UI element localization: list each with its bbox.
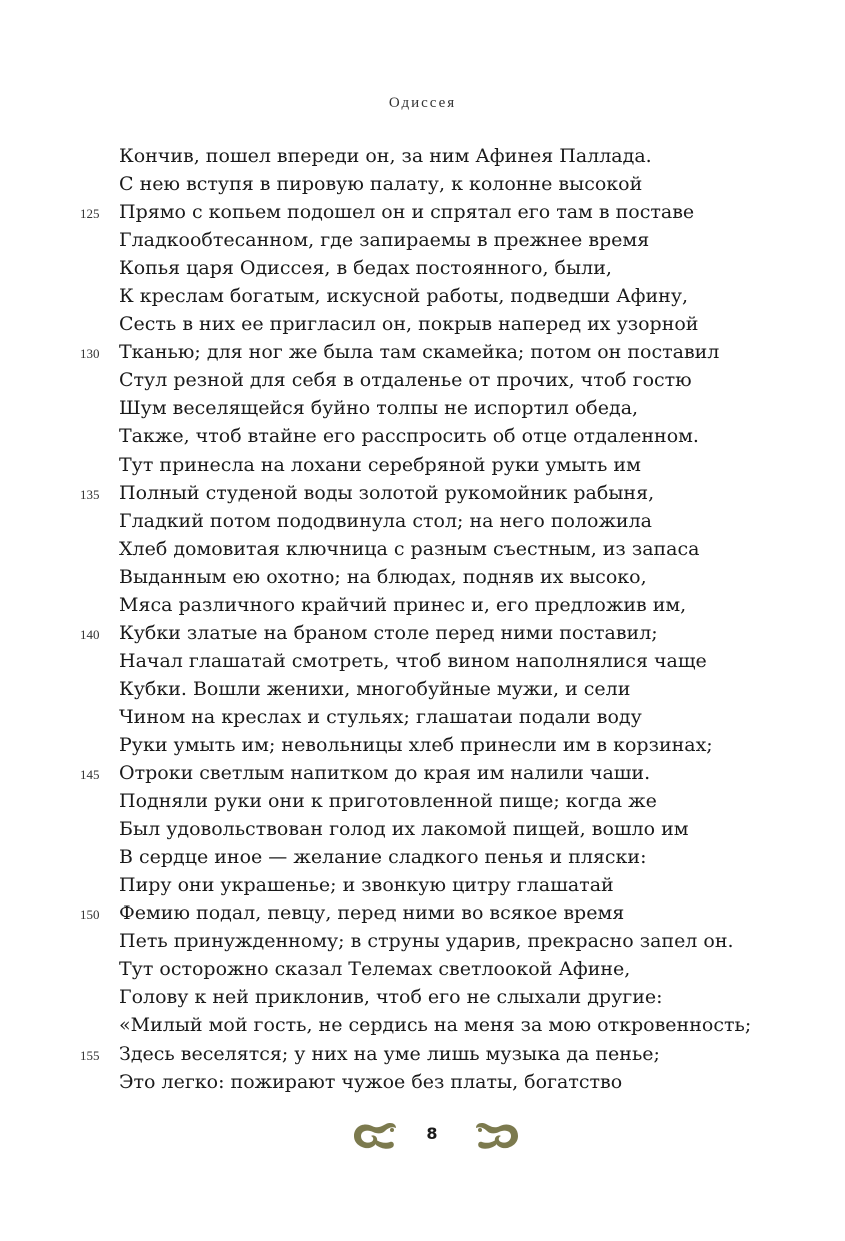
- verse-line: [0, 1068, 845, 1096]
- verse-text: Петь принужденному; в струны ударив, прекрасно запел он.: [119, 930, 734, 953]
- verse-line: [0, 647, 845, 675]
- verse-text: Стул резной для себя в отдаленье от прочих, чтоб гостю: [119, 369, 692, 392]
- verse-text: Голову к ней приклонив, чтоб его не слыхали другие:: [119, 986, 663, 1009]
- line-number: 130: [80, 346, 100, 362]
- verse-text: Тканью; для ног же была там скамейка; потом он поставил: [119, 341, 720, 364]
- verse-line: [0, 535, 845, 563]
- verse-text: Прямо с копьем подошел он и спрятал его там в поставе: [119, 201, 695, 224]
- verse-line: [0, 675, 845, 703]
- verse-line: [0, 591, 845, 619]
- verse-line: [0, 170, 845, 198]
- verse-text: Здесь веселятся; у них на уме лишь музыка да пенье;: [119, 1042, 660, 1065]
- verse-line: [0, 955, 845, 983]
- page-number: 8: [426, 1124, 438, 1143]
- verse-line: [0, 871, 845, 899]
- verse-text: Шум веселящейся буйно толпы не испортил обеда,: [119, 397, 639, 420]
- verse-text: Чином на креслах и стульях; глашатаи подали воду: [119, 705, 642, 728]
- verse-text: Отроки светлым напитком до края им налили чаши.: [119, 762, 651, 785]
- scroll-ornament-right-icon: [474, 1120, 520, 1152]
- verse-text: С нею вступя в пировую палату, к колонне высокой: [119, 173, 643, 196]
- verse-text: Был удовольствован голод их лакомой пищей, вошло им: [119, 818, 689, 841]
- verse-line: [0, 787, 845, 815]
- verse-text: К креслам богатым, искусной работы, подведши Афину,: [119, 285, 689, 308]
- verse-line: [0, 703, 845, 731]
- scroll-ornament-left-icon: [352, 1120, 398, 1152]
- verse-text: Гладкий потом пододвинула стол; на него положила: [119, 509, 652, 532]
- verse-text: Хлеб домовитая ключница с разным съестным, из запаса: [119, 537, 700, 560]
- verse-line: [0, 254, 845, 282]
- verse-text: Копья царя Одиссея, в бедах постоянного, были,: [119, 257, 612, 280]
- verse-block: [0, 142, 845, 1096]
- verse-line: [0, 451, 845, 479]
- verse-text: Это легко: пожирают чужое без платы, богатство: [119, 1070, 623, 1093]
- verse-line: [0, 899, 845, 927]
- verse-line: [0, 338, 845, 366]
- verse-line: [0, 927, 845, 955]
- line-number: 145: [80, 767, 100, 783]
- verse-text: «Милый мой гость, не сердись на меня за мою откровенность;: [119, 1014, 752, 1037]
- verse-line: [0, 366, 845, 394]
- verse-text: Гладкообтесанном, где запираемы в прежнее время: [119, 229, 650, 252]
- verse-text: Тут осторожно сказал Телемах светлоокой Афине,: [119, 958, 631, 981]
- verse-line: [0, 479, 845, 507]
- verse-text: Сесть в них ее пригласил он, покрыв наперед их узорной: [119, 313, 699, 336]
- verse-text: Кубки златые на браном столе перед ними поставил;: [119, 621, 658, 644]
- verse-line: [0, 142, 845, 170]
- verse-line: [0, 563, 845, 591]
- verse-text: Выданным ею охотно; на блюдах, подняв их высоко,: [119, 565, 647, 588]
- line-number: 150: [80, 907, 100, 923]
- verse-line: [0, 1040, 845, 1068]
- verse-line: [0, 310, 845, 338]
- verse-line: [0, 983, 845, 1011]
- verse-line: [0, 1011, 845, 1039]
- verse-text: Тут принесла на лохани серебряной руки умыть им: [119, 453, 641, 476]
- verse-text: Кубки. Вошли женихи, многобуйные мужи, и сели: [119, 677, 631, 700]
- verse-line: [0, 507, 845, 535]
- verse-text: Подняли руки они к приготовленной пище; когда же: [119, 790, 657, 813]
- line-number: 155: [80, 1047, 100, 1063]
- verse-text: В сердце иное — желание сладкого пенья и пляски:: [119, 846, 647, 869]
- verse-line: [0, 759, 845, 787]
- verse-line: [0, 198, 845, 226]
- page-footer: [0, 1118, 845, 1154]
- verse-text: Фемию подал, певцу, перед ними во всякое время: [119, 902, 625, 925]
- verse-text: Мяса различного крайчий принес и, его предложив им,: [119, 593, 687, 616]
- verse-line: [0, 843, 845, 871]
- verse-line: [0, 226, 845, 254]
- verse-text: Начал глашатай смотреть, чтоб вином наполнялися чаще: [119, 649, 707, 672]
- line-number: 135: [80, 486, 100, 502]
- line-number: 125: [80, 206, 100, 222]
- verse-line: [0, 422, 845, 450]
- verse-line: [0, 731, 845, 759]
- verse-line: [0, 394, 845, 422]
- line-number: 140: [80, 626, 100, 642]
- verse-text: Кончив, пошел впереди он, за ним Афинея Паллада.: [119, 145, 652, 167]
- verse-line: [0, 815, 845, 843]
- verse-text: Также, чтоб втайне его расспросить об отце отдаленном.: [119, 425, 699, 448]
- verse-text: Полный студеной воды золотой рукомойник рабыня,: [119, 481, 655, 504]
- verse-line: [0, 282, 845, 310]
- verse-line: [0, 619, 845, 647]
- running-head: Одиссея: [388, 95, 457, 111]
- verse-text: Пиру они украшенье; и звонкую цитру глашатай: [119, 874, 614, 897]
- verse-text: Руки умыть им; невольницы хлеб принесли им в корзинах;: [119, 733, 713, 756]
